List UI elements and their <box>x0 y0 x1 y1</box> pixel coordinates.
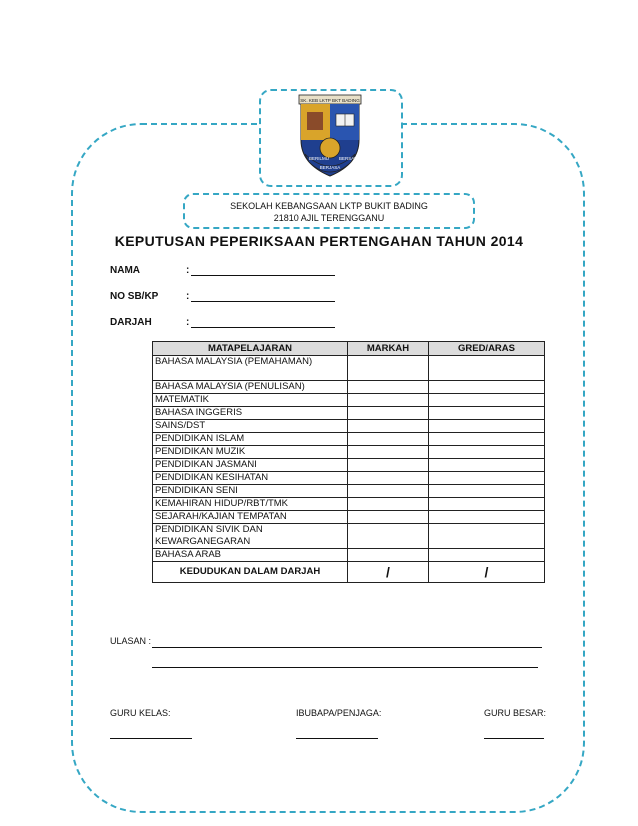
gred-cell[interactable] <box>429 356 545 381</box>
markah-cell[interactable] <box>348 407 429 420</box>
subject-cell: MATEMATIK <box>153 394 348 407</box>
markah-cell[interactable] <box>348 459 429 472</box>
subject-cell: PENDIDIKAN JASMANI <box>153 459 348 472</box>
subject-cell: SEJARAH/KAJIAN TEMPATAN <box>153 511 348 524</box>
subject-cell: SAINS/DST <box>153 420 348 433</box>
gred-cell[interactable] <box>429 485 545 498</box>
table-row <box>153 356 545 381</box>
school-address: 21810 AJIL TERENGGANU <box>273 213 385 223</box>
markah-cell[interactable] <box>348 498 429 511</box>
guru-kelas-signature-line[interactable] <box>110 738 192 739</box>
subject-cell: PENDIDIKAN KESIHATAN <box>153 472 348 485</box>
no-sb-kp-input-line[interactable] <box>191 290 335 302</box>
field-separator: : <box>186 265 190 276</box>
field-separator: : <box>186 317 190 328</box>
kedudukan-markah[interactable]: / <box>348 562 429 583</box>
table-row <box>153 472 545 485</box>
gred-cell[interactable] <box>429 511 545 524</box>
field-nama <box>110 264 335 276</box>
field-label: NAMA <box>110 265 140 276</box>
table-row <box>153 498 545 511</box>
markah-cell[interactable] <box>348 549 429 562</box>
logo-motto-bottom: BERJASA <box>319 165 341 170</box>
gred-cell[interactable] <box>429 394 545 407</box>
school-crest-icon <box>293 92 367 180</box>
gred-cell[interactable] <box>429 472 545 485</box>
header-matapelajaran: MATAPELAJARAN <box>153 342 348 356</box>
ibubapa-signature-line[interactable] <box>296 738 378 739</box>
gred-cell[interactable] <box>429 446 545 459</box>
subject-cell: BAHASA INGGERIS <box>153 407 348 420</box>
guru-kelas-label: GURU KELAS: <box>110 708 171 718</box>
subject-cell: PENDIDIKAN ISLAM <box>153 433 348 446</box>
markah-cell[interactable] <box>348 381 429 394</box>
ulasan-line-1[interactable] <box>152 647 542 648</box>
markah-cell[interactable] <box>348 524 429 549</box>
nama-input-line[interactable] <box>191 264 335 276</box>
table-row <box>153 420 545 433</box>
markah-cell[interactable] <box>348 485 429 498</box>
page-title: KEPUTUSAN PEPERIKSAAN PERTENGAHAN TAHUN 2014 <box>114 233 524 249</box>
table-row <box>153 433 545 446</box>
field-label: NO SB/KP <box>110 291 159 302</box>
gred-cell[interactable] <box>429 381 545 394</box>
logo-motto-left: BERILMU <box>309 156 330 161</box>
table-row <box>153 381 545 394</box>
gred-cell[interactable] <box>429 549 545 562</box>
subject-cell: KEMAHIRAN HIDUP/RBT/TMK <box>153 498 348 511</box>
table-row <box>153 511 545 524</box>
ibubapa-label: IBUBAPA/PENJAGA: <box>296 708 382 718</box>
markah-cell[interactable] <box>348 356 429 381</box>
markah-cell[interactable] <box>348 394 429 407</box>
kedudukan-label: KEDUDUKAN DALAM DARJAH <box>153 562 348 583</box>
field-darjah <box>110 316 335 328</box>
table-header-row <box>153 342 545 356</box>
logo-motto-right: BERSATU <box>339 156 360 161</box>
logo-top-text: SK. KEB LKTP BKT BADING <box>300 98 360 103</box>
table-footer-row <box>153 562 545 583</box>
subject-cell: BAHASA MALAYSIA (PENULISAN) <box>153 381 348 394</box>
gred-cell[interactable] <box>429 407 545 420</box>
table-row <box>153 485 545 498</box>
gred-cell[interactable] <box>429 498 545 511</box>
gred-cell[interactable] <box>429 459 545 472</box>
subject-cell: PENDIDIKAN SIVIK DAN KEWARGANEGARAN <box>153 524 348 549</box>
header-gred: GRED/ARAS <box>429 342 545 356</box>
guru-besar-label: GURU BESAR: <box>484 708 547 718</box>
field-no-sb-kp <box>110 290 335 302</box>
school-name: SEKOLAH KEBANGSAAN LKTP BUKIT BADING <box>230 201 428 211</box>
subject-cell: PENDIDIKAN SENI <box>153 485 348 498</box>
table-row <box>153 394 545 407</box>
markah-cell[interactable] <box>348 420 429 433</box>
table-row <box>153 524 545 549</box>
header-markah: MARKAH <box>348 342 429 356</box>
gred-cell[interactable] <box>429 420 545 433</box>
darjah-input-line[interactable] <box>191 316 335 328</box>
field-label: DARJAH <box>110 317 152 328</box>
gred-cell[interactable] <box>429 433 545 446</box>
table-row <box>153 549 545 562</box>
gred-cell[interactable] <box>429 524 545 549</box>
guru-besar-signature-line[interactable] <box>484 738 544 739</box>
markah-cell[interactable] <box>348 511 429 524</box>
school-name-box <box>183 193 475 229</box>
results-table <box>152 341 545 583</box>
ulasan-line-2[interactable] <box>152 667 538 668</box>
subject-cell: BAHASA MALAYSIA (PEMAHAMAN) <box>153 356 348 381</box>
subject-cell: BAHASA ARAB <box>153 549 348 562</box>
table-row <box>153 407 545 420</box>
table-row <box>153 446 545 459</box>
ulasan-label: ULASAN : <box>110 636 152 646</box>
markah-cell[interactable] <box>348 433 429 446</box>
kedudukan-gred[interactable]: / <box>429 562 545 583</box>
markah-cell[interactable] <box>348 446 429 459</box>
field-separator: : <box>186 291 190 302</box>
table-row <box>153 459 545 472</box>
markah-cell[interactable] <box>348 472 429 485</box>
subject-cell: PENDIDIKAN MUZIK <box>153 446 348 459</box>
